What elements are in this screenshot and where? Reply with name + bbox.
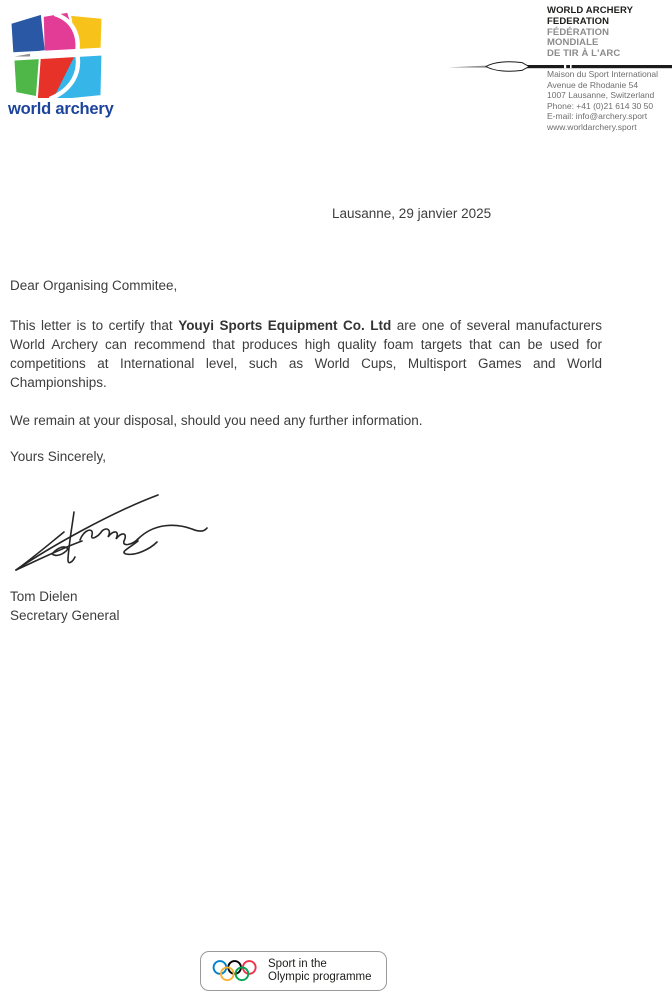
address-line: Maison du Sport International — [547, 69, 659, 79]
address-line-website: www.worldarchery.sport — [547, 121, 637, 132]
para1-text-after: are one of several manufacturers World Archery can recommend that produces high quality foam targets that can be used for competitions at International level, such as World Cups, Multisport Games and World Championships. — [10, 318, 602, 390]
org-name-en-line2: FEDERATION — [547, 15, 610, 27]
certification-paragraph — [10, 316, 602, 392]
olympic-programme-badge — [200, 951, 387, 991]
signature-icon — [8, 483, 208, 577]
org-name-fr-line1: FÉDÉRATION — [547, 26, 610, 38]
address-line: 1007 Lausanne, Switzerland — [547, 90, 655, 101]
world-archery-logo — [8, 10, 114, 119]
salutation: Dear Organising Commitee, — [10, 278, 178, 293]
badge-text — [268, 958, 372, 985]
badge-text-line2: Olympic programme — [268, 971, 372, 983]
signer-title: Secretary General — [10, 608, 120, 623]
para1-text-before: This letter is to certify that — [10, 318, 179, 333]
company-name: Youyi Sports Equipment Co. Ltd — [178, 318, 392, 333]
signer-name: Tom Dielen — [10, 589, 78, 604]
address-line-email: E-mail: info@archery.sport — [547, 111, 648, 122]
olympic-rings-icon — [212, 959, 258, 983]
org-name-block — [547, 6, 633, 60]
org-name-fr-line2: MONDIALE — [547, 37, 599, 49]
org-name-fr-line3: DE TIR À L'ARC — [547, 48, 621, 60]
signature-block — [10, 587, 120, 625]
address-line-phone: Phone: +41 (0)21 614 30 50 — [547, 100, 654, 111]
org-name-en-line1: WORLD ARCHERY — [547, 5, 634, 16]
dateline: Lausanne, 29 janvier 2025 — [332, 206, 492, 221]
address-line: Avenue de Rhodanie 54 — [547, 79, 639, 90]
address-block — [547, 69, 658, 133]
closing: Yours Sincerely, — [10, 449, 107, 464]
world-archery-logo-icon — [8, 10, 103, 98]
badge-text-line1: Sport in the — [268, 957, 327, 970]
logo-wordmark: world archery — [8, 100, 114, 118]
disposal-paragraph: We remain at your disposal, should you need any further information. — [10, 413, 423, 428]
